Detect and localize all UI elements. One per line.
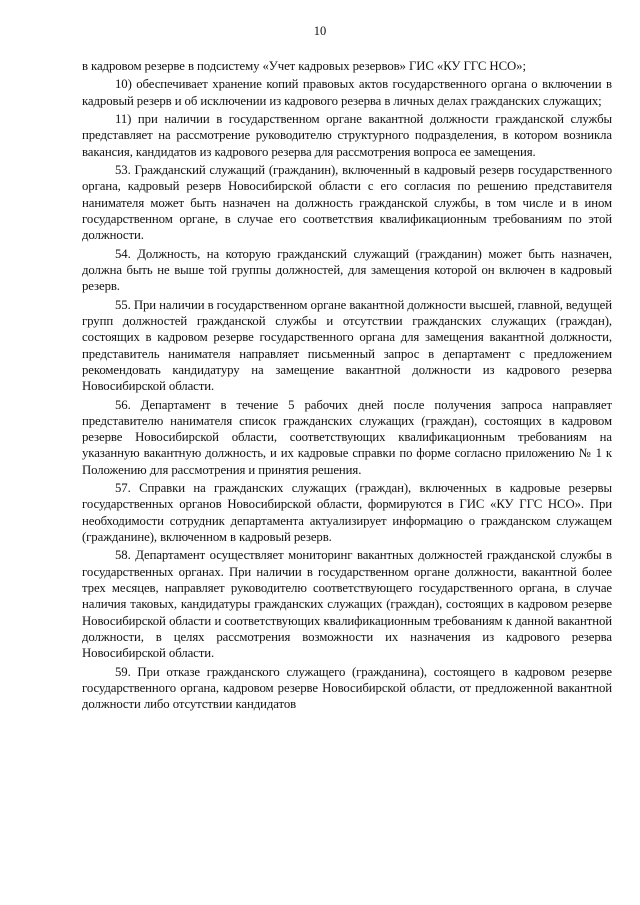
- page-number: 10: [313, 24, 327, 38]
- paragraph-56: 56. Департамент в течение 5 рабочих дней после получения запроса направляет представителю нанимателя список гражданских служащих (граждан), состоящих в кадровом резерве Новосибирской области, соответствующих квалификационным требованиям на указанную вакантную должность, и их кадровые справки по форме согласно приложению № 1 к Положению для рассмотрения и принятия решения.: [82, 397, 612, 477]
- paragraph-item-10: 10) обеспечивает хранение копий правовых актов государственного органа о включении в кадровый резерв и об исключении из кадрового резерва в личных делах гражданских служащих;: [82, 77, 612, 108]
- paragraph-55: 55. При наличии в государственном органе вакантной должности высшей, главной, ведущей групп должностей гражданской службы и отсутствии гражданских служащих (граждан), состоящих в кадровом резерве государственного органа для замещения вакантной должности, представитель нанимателя направляет письменный запрос в департамент с предложением рекомендовать кандидатуру на замещение вакантной должности из кадрового резерва Новосибирской области.: [82, 297, 612, 394]
- paragraph-53: 53. Гражданский служащий (гражданин), включенный в кадровый резерв государственного органа, кадровый резерв Новосибирской области с его согласия по решению представителя нанимателя может быть назначен на должность гражданской службы, в том числе и в ином государственном органе, в случае его соответствия квалификационным требованиям по этой должности.: [82, 163, 612, 243]
- paragraph-58: 58. Департамент осуществляет мониторинг вакантных должностей гражданской службы в государственных органах. При наличии в государственном органе должности, вакантной более трех месяцев, направляет руководителю соответствующего государственного органа, в случае наличия таковых, кандидатуры гражданских служащих (граждан), состоящих в кадровом резерве Новосибирской области и соответствующих квалификационным требованиям к данной вакантной должности, в целях рассмотрения возможности их назначения из кадрового резерва Новосибирской области.: [82, 548, 612, 661]
- paragraph-continued: в кадровом резерве в подсистему «Учет кадровых резервов» ГИС «КУ ГГС НСО»;: [82, 59, 526, 73]
- paragraph-59: 59. При отказе гражданского служащего (гражданина), состоящего в кадровом резерве государственного органа, кадровом резерве Новосибирской области, от предложенной вакантной должности либо отсутствии кандидатов: [82, 664, 612, 712]
- paragraph-item-11: 11) при наличии в государственном органе вакантной должности гражданской службы представляет на рассмотрение руководителю структурного подразделения, в котором возникла вакансия, кандидатов из кадрового резерва для рассмотрения вопроса ее замещения.: [82, 112, 612, 159]
- paragraph-57: 57. Справки на гражданских служащих (граждан), включенных в кадровые резервы государственных органов Новосибирской области, формируются в ГИС «КУ ГГС НСО». При необходимости сотрудник департамента актуализирует информацию о гражданском служащем (гражданине), включенном в кадровый резерв.: [82, 481, 612, 544]
- paragraph-54: 54. Должность, на которую гражданский служащий (гражданин) может быть назначен, должна быть не выше той группы должностей, для замещения которой он включен в кадровый резерв.: [82, 246, 612, 294]
- document-body: [82, 58, 612, 715]
